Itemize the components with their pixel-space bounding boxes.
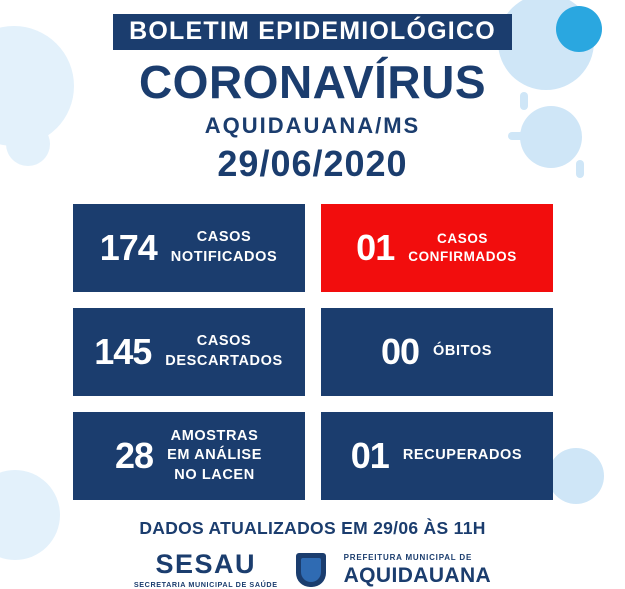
update-note: DADOS ATUALIZADOS EM 29/06 ÀS 11H	[139, 518, 486, 538]
card-value: 01	[350, 435, 389, 476]
virus-decoration-bottomleft	[0, 470, 60, 560]
prefeitura-logo-name: AQUIDAUANA	[343, 563, 492, 587]
sesau-logo-subtitle: SECRETARIA MUNICIPAL DE SAÚDE	[133, 580, 278, 589]
city-crest-inner	[301, 558, 321, 582]
card-casos-confirmados	[321, 204, 553, 292]
logo-row	[0, 551, 625, 588]
city-crest-icon	[296, 553, 326, 587]
card-value: 00	[381, 331, 420, 372]
card-obitos	[321, 308, 553, 396]
header	[0, 0, 625, 182]
card-recuperados	[321, 412, 553, 500]
card-amostras-em-analise	[73, 412, 305, 500]
card-value: 28	[115, 435, 154, 476]
card-label: CASOS CONFIRMADOS	[408, 230, 517, 264]
virus-decoration-bottomright	[548, 448, 604, 504]
card-value: 01	[356, 227, 395, 268]
stats-grid	[73, 204, 553, 500]
card-label: ÓBITOS	[433, 343, 492, 360]
card-casos-notificados	[73, 204, 305, 292]
card-value: 174	[99, 227, 157, 268]
sesau-logo	[134, 551, 278, 588]
page-banner-title: BOLETIM EPIDEMIOLÓGICO	[113, 14, 512, 50]
bulletin-date: 29/06/2020	[217, 143, 408, 184]
prefeitura-logo	[344, 554, 492, 586]
sesau-logo-name: SESAU	[155, 549, 256, 579]
page-title: CORONAVÍRUS	[138, 56, 487, 108]
card-label: AMOSTRAS EM ANÁLISE NO LACEN	[167, 427, 262, 483]
card-label: CASOS NOTIFICADOS	[170, 229, 278, 265]
card-casos-descartados	[73, 308, 305, 396]
card-label: CASOS DESCARTADOS	[165, 333, 283, 369]
card-label: RECUPERADOS	[402, 447, 523, 464]
prefeitura-logo-top: PREFEITURA MUNICIPAL DE	[343, 552, 473, 562]
city-label: AQUIDAUANA/MS	[204, 113, 421, 138]
card-value: 145	[94, 331, 152, 372]
